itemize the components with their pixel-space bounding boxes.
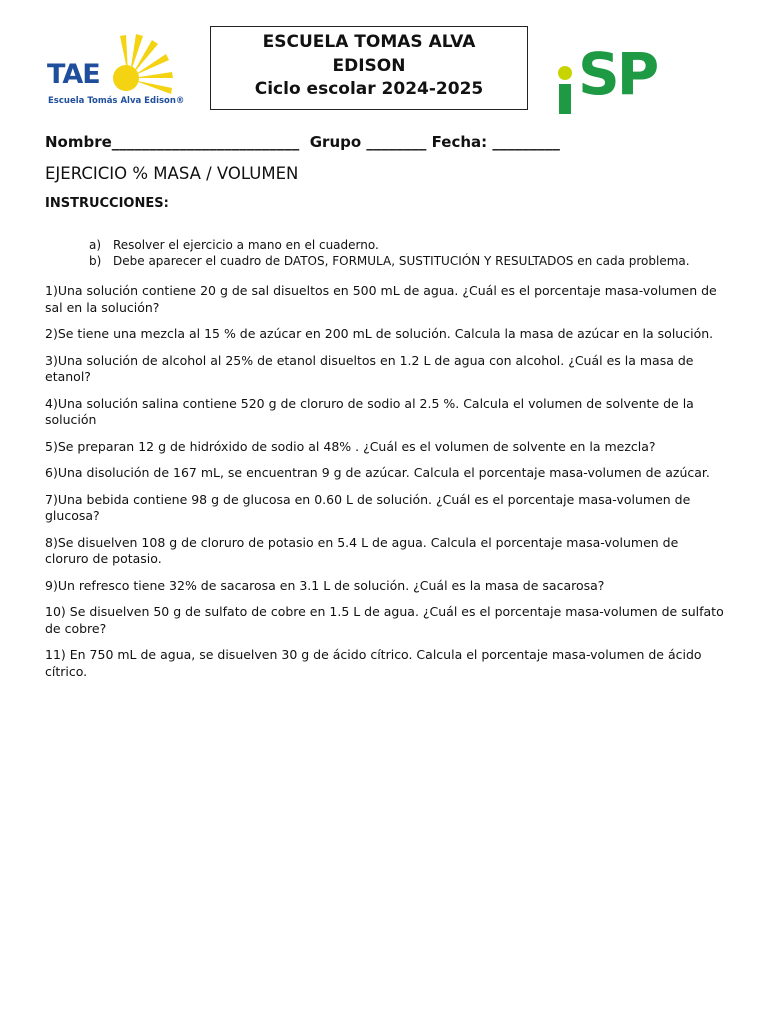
grupo-field[interactable]: Grupo ________ <box>309 133 427 151</box>
school-title-box <box>210 26 528 110</box>
problem-item: 11) En 750 mL de agua, se disuelven 30 g de ácido cítrico. Calcula el porcentaje masa-volumen de ácido cítrico. <box>45 647 702 679</box>
problem-item: 8)Se disuelven 108 g de cloruro de potasio en 5.4 L de agua. Calcula el porcentaje masa-volumen de cloruro de potasio. <box>45 534 679 566</box>
instruction-item: a) Resolver el ejercicio a mano en el cuaderno. <box>89 238 379 252</box>
instruction-item: b) Debe aparecer el cuadro de DATOS, FORMULA, SUSTITUCIÓN Y RESULTADOS en cada problema. <box>89 253 690 268</box>
student-info-line <box>45 133 560 151</box>
problem-item: 5)Se preparan 12 g de hidróxido de sodio al 48% . ¿Cuál es el volumen de solvente en la mezcla? <box>45 438 656 454</box>
exercise-title: EJERCICIO % MASA / VOLUMEN <box>45 164 299 183</box>
problem-item: 3)Una solución de alcohol al 25% de etanol disueltos en 1.2 L de agua con alcohol. ¿Cuál es la masa de etanol? <box>45 352 694 384</box>
instructions-heading: INSTRUCCIONES: <box>45 196 169 211</box>
isp-logo <box>558 40 688 116</box>
problem-item: 1)Una solución contiene 20 g de sal disueltos en 500 mL de agua. ¿Cuál es el porcentaje masa-volumen de sal en la solución? <box>45 283 717 315</box>
isp-i-icon <box>558 66 573 114</box>
instructions-list <box>89 238 690 269</box>
tae-logo-subtitle: Escuela Tomás Alva Edison® <box>48 96 185 106</box>
fecha-field[interactable]: Fecha: _________ <box>431 133 560 151</box>
nombre-field[interactable]: Nombre_________________________ <box>45 133 300 151</box>
problems-list <box>45 283 725 690</box>
isp-logo-text: SP <box>578 40 657 108</box>
problem-item: 6)Una disolución de 167 mL, se encuentran 9 g de azúcar. Calcula el porcentaje masa-volumen de azúcar. <box>45 465 710 480</box>
tae-logo-text: TAE <box>47 59 100 90</box>
title-line-3: Ciclo escolar 2024-2025 <box>254 79 484 99</box>
problem-item: 2)Se tiene una mezcla al 15 % de azúcar en 200 mL de solución. Calcula la masa de azúcar en la solución. <box>45 326 714 341</box>
problem-item: 10) Se disuelven 50 g de sulfato de cobre en 1.5 L de agua. ¿Cuál es el porcentaje masa-volumen de sulfato de cobre? <box>45 604 724 636</box>
problem-item: 4)Una solución salina contiene 520 g de cloruro de sodio al 2.5 %. Calcula el volumen de solvente de la solución <box>45 395 694 427</box>
tae-school-logo <box>46 34 186 112</box>
problem-item: 7)Una bebida contiene 98 g de glucosa en 0.60 L de solución. ¿Cuál es el porcentaje masa-volumen de glucosa? <box>45 491 691 523</box>
sun-rays-icon <box>106 34 186 96</box>
title-line-2: EDISON <box>332 55 406 76</box>
problem-item: 9)Un refresco tiene 32% de sacarosa en 3.1 L de solución. ¿Cuál es la masa de sacarosa? <box>45 577 605 593</box>
title-line-1: ESCUELA TOMAS ALVA <box>262 32 476 52</box>
